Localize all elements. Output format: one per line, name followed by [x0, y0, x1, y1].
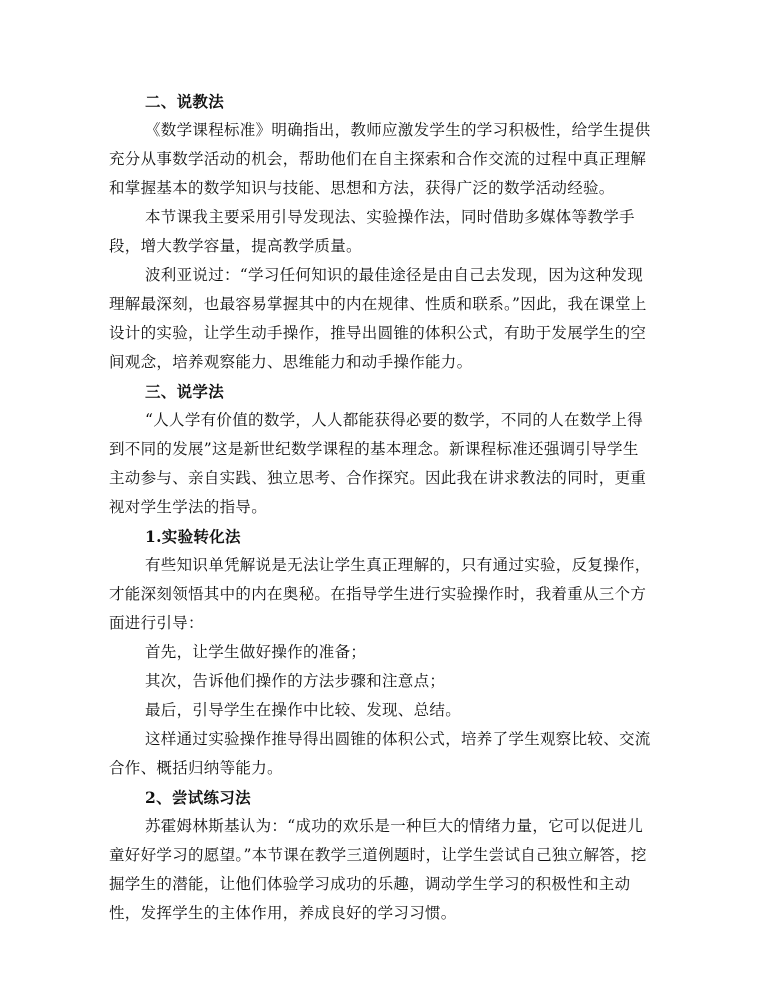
section-heading-teaching-method: 二、说教法 [145, 92, 225, 111]
paragraph-line: 性，发挥学生的主体作用，养成良好的学习习惯。 [109, 904, 457, 922]
paragraph-line: 才能深刻领悟其中的内在奥秘。在指导学生进行实验操作时，我着重从三个方 [109, 585, 647, 603]
paragraph-polya-quote [109, 261, 665, 377]
paragraph-line: 童好好学习的愿望。”本节课在教学三道例题时，让学生尝试自己独立解答，挖 [109, 846, 647, 864]
paragraph-line: 有些知识单凭解说是无法让学生真正理解的，只有通过实验，反复操作， [145, 556, 651, 574]
paragraph-line: 本节课我主要采用引导发现法、实验操作法，同时借助多媒体等教学手 [145, 208, 635, 226]
paragraph-line: 视对学生学法的指导。 [109, 498, 268, 516]
paragraph-line: 这样通过实验操作推导得出圆锥的体积公式，培养了学生观察比较、交流 [145, 730, 651, 748]
paragraph-line: 设计的实验，让学生动手操作，推导出圆锥的体积公式，有助于发展学生的空 [109, 324, 647, 342]
paragraph-sukhomlinsky-quote [109, 812, 665, 928]
paragraph-line: 掘学生的潜能，让他们体验学习成功的乐趣，调动学生学习的积极性和主动 [109, 875, 631, 893]
paragraph-line: “人人学有价值的数学，人人都能获得必要的数学，不同的人在数学上得 [145, 411, 644, 429]
subheading-trial-practice-method: 2、尝试练习法 [145, 788, 251, 807]
paragraph-line: 面进行引导： [109, 614, 204, 632]
paragraph-curriculum-standard [109, 116, 665, 203]
paragraph-curriculum-concept [109, 406, 665, 522]
paragraph-line: 充分从事数学活动的机会，帮助他们在自主探索和合作交流的过程中真正理解 [109, 150, 647, 168]
paragraph-line: 间观念，培养观察能力、思维能力和动手操作能力。 [109, 353, 473, 371]
paragraph-experiment [109, 551, 665, 638]
paragraph-line: 段，增大教学容量，提高教学质量。 [109, 237, 362, 255]
subheading-experiment-method: 1.实验转化法 [145, 527, 241, 546]
document-body [109, 87, 665, 928]
paragraph-line: 波利亚说过：“学习任何知识的最佳途径是由自己去发现，因为这种发现 [145, 266, 644, 284]
paragraph-line: 到不同的发展”这是新世纪数学课程的基本理念。新课程标准还强调引导学生 [109, 440, 639, 458]
paragraph-line: 《数学课程标准》明确指出，教师应激发学生的学习积极性，给学生提供 [145, 121, 651, 139]
paragraph-line: 苏霍姆林斯基认为：“成功的欢乐是一种巨大的情绪力量，它可以促进儿 [145, 817, 644, 835]
step-last: 最后，引导学生在操作中比较、发现、总结。 [145, 701, 462, 719]
paragraph-methods-used [109, 203, 665, 261]
paragraph-line: 和掌握基本的数学知识与技能、思想和方法，获得广泛的数学活动经验。 [109, 179, 615, 197]
paragraph-experiment-result [109, 725, 665, 783]
step-second: 其次，告诉他们操作的方法步骤和注意点； [145, 672, 446, 690]
step-first: 首先，让学生做好操作的准备； [145, 643, 367, 661]
paragraph-line: 合作、概括归纳等能力。 [109, 759, 283, 777]
paragraph-line: 理解最深刻，也最容易掌握其中的内在规律、性质和联系。”因此，我在课堂上 [109, 295, 647, 313]
section-heading-learning-method: 三、说学法 [145, 382, 225, 401]
paragraph-line: 主动参与、亲自实践、独立思考、合作探究。因此我在讲求教法的同时，更重 [109, 469, 647, 487]
